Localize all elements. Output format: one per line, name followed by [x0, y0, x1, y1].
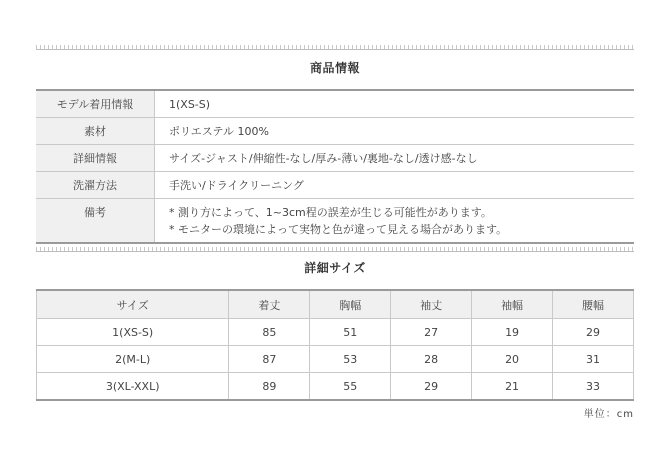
size-table [36, 289, 634, 401]
size-header-row [37, 290, 634, 319]
size-header-cell: 袖丈 [391, 290, 472, 319]
info-label: 備考 [36, 199, 155, 244]
info-label: 素材 [36, 118, 155, 145]
middle-ruler-divider [36, 243, 634, 252]
size-cell: 28 [391, 346, 472, 373]
size-cell: 2(M-L) [37, 346, 229, 373]
size-cell: 1(XS-S) [37, 319, 229, 346]
info-label: 詳細情報 [36, 145, 155, 172]
info-value: 手洗い/ドライクリーニング [155, 172, 635, 199]
size-cell: 31 [553, 346, 634, 373]
info-row-model [36, 90, 634, 118]
product-info-title: 商品情報 [309, 61, 360, 75]
size-cell: 27 [391, 319, 472, 346]
size-cell: 3(XL-XXL) [37, 373, 229, 401]
table-row [37, 319, 634, 346]
size-cell: 33 [553, 373, 634, 401]
size-cell: 87 [229, 346, 310, 373]
size-header-cell: 胸幅 [310, 290, 391, 319]
size-cell: 51 [310, 319, 391, 346]
size-header-cell: 袖幅 [472, 290, 553, 319]
info-row-material [36, 118, 634, 145]
size-cell: 20 [472, 346, 553, 373]
size-header-cell: サイズ [37, 290, 229, 319]
table-row [37, 373, 634, 401]
size-cell: 21 [472, 373, 553, 401]
size-cell: 85 [229, 319, 310, 346]
size-cell: 29 [391, 373, 472, 401]
size-cell: 55 [310, 373, 391, 401]
remarks-note: * モニターの環境によって実物と色が違って見える場合があります。 [169, 222, 508, 236]
info-value: ポリエステル 100% [155, 118, 635, 145]
unit-label: 単位：cm [583, 409, 634, 420]
size-cell: 19 [472, 319, 553, 346]
size-header-cell: 腰幅 [553, 290, 634, 319]
info-value: 1(XS-S) [155, 90, 635, 118]
size-cell: 89 [229, 373, 310, 401]
info-label: 洗濯方法 [36, 172, 155, 199]
size-cell: 29 [553, 319, 634, 346]
info-row-remarks [36, 199, 634, 244]
product-info-table [36, 89, 634, 244]
info-value: サイズ-ジャスト/伸縮性-なし/厚み-薄い/裏地-なし/透け感-なし [155, 145, 635, 172]
table-row [37, 346, 634, 373]
size-header-cell: 着丈 [229, 290, 310, 319]
info-row-details [36, 145, 634, 172]
remarks-note: * 測り方によって、1~3cm程の誤差が生じる可能性があります。 [169, 205, 492, 219]
info-row-washing [36, 172, 634, 199]
size-cell: 53 [310, 346, 391, 373]
info-label: モデル着用情報 [36, 90, 155, 118]
top-ruler-divider [36, 41, 634, 50]
remarks-notes [155, 199, 635, 244]
size-details-title: 詳細サイズ [304, 261, 366, 275]
